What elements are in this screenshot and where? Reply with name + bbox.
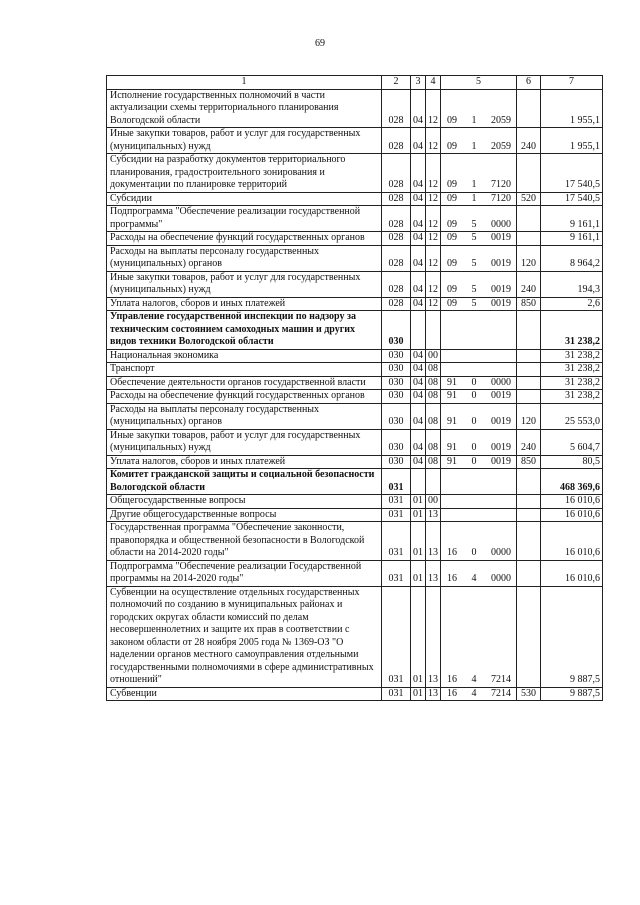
cell-target-article — [441, 376, 517, 390]
cell-target-article — [441, 206, 517, 232]
cell-grbs: 030 — [382, 311, 411, 350]
cell-amount: 16 010,6 — [541, 508, 603, 522]
table-header-row — [107, 76, 603, 90]
column-header: 3 — [411, 76, 426, 90]
cell-amount: 31 238,2 — [541, 349, 603, 363]
cell-subsection: 13 — [426, 586, 441, 687]
cell-grbs: 031 — [382, 687, 411, 701]
table-row — [107, 192, 603, 206]
row-name: Субсидии — [107, 192, 382, 206]
cell-section — [411, 469, 426, 495]
cell-grbs: 028 — [382, 297, 411, 311]
cell-grbs: 031 — [382, 522, 411, 561]
cell-amount: 31 238,2 — [541, 390, 603, 404]
cell-target-article — [441, 154, 517, 193]
cell-expense-type: 240 — [517, 429, 541, 455]
row-name: Транспорт — [107, 363, 382, 377]
cell-expense-type: 850 — [517, 455, 541, 469]
cell-expense-type — [517, 376, 541, 390]
column-header: 1 — [107, 76, 382, 90]
target-article-part: 1 — [471, 179, 477, 190]
target-article-part: 09 — [447, 192, 457, 204]
cell-subsection — [426, 311, 441, 350]
cell-section: 04 — [411, 89, 426, 128]
cell-amount: 9 161,1 — [541, 206, 603, 232]
cell-subsection: 12 — [426, 232, 441, 246]
cell-section: 01 — [411, 495, 426, 509]
column-header: 2 — [382, 76, 411, 90]
target-article-part: 91 — [447, 416, 457, 427]
cell-section: 01 — [411, 522, 426, 561]
cell-expense-type — [517, 495, 541, 509]
cell-subsection: 00 — [426, 349, 441, 363]
row-name: Субвенции — [107, 687, 382, 701]
cell-subsection: 12 — [426, 297, 441, 311]
target-article-part: 91 — [447, 376, 457, 388]
cell-amount: 31 238,2 — [541, 311, 603, 350]
table-row — [107, 297, 603, 311]
cell-amount: 31 238,2 — [541, 363, 603, 377]
cell-section: 04 — [411, 206, 426, 232]
cell-expense-type — [517, 522, 541, 561]
row-name: Расходы на обеспечение функций государственных органов — [107, 232, 382, 246]
cell-subsection: 12 — [426, 89, 441, 128]
target-article-part: 4 — [471, 674, 477, 685]
cell-grbs: 031 — [382, 560, 411, 586]
cell-target-article — [441, 245, 517, 271]
cell-subsection: 12 — [426, 128, 441, 154]
cell-expense-type: 850 — [517, 297, 541, 311]
target-article-part: 0 — [471, 390, 477, 401]
column-header: 6 — [517, 76, 541, 90]
cell-subsection: 08 — [426, 363, 441, 377]
cell-expense-type: 120 — [517, 245, 541, 271]
cell-grbs: 028 — [382, 192, 411, 206]
cell-amount: 16 010,6 — [541, 560, 603, 586]
cell-expense-type: 240 — [517, 271, 541, 297]
row-name: Уплата налогов, сборов и иных платежей — [107, 455, 382, 469]
target-article-part: 0019 — [491, 284, 511, 295]
cell-grbs: 030 — [382, 429, 411, 455]
row-name: Подпрограмма "Обеспечение реализации Государственной программы на 2014-2020 годы" — [107, 560, 382, 586]
target-article-part: 5 — [471, 297, 477, 309]
cell-amount: 2,6 — [541, 297, 603, 311]
row-name: Уплата налогов, сборов и иных платежей — [107, 297, 382, 311]
cell-subsection: 08 — [426, 403, 441, 429]
row-name: Иные закупки товаров, работ и услуг для государственных (муниципальных) нужд — [107, 128, 382, 154]
table-row — [107, 245, 603, 271]
cell-section: 01 — [411, 560, 426, 586]
table-row — [107, 429, 603, 455]
target-article-part: 09 — [447, 179, 457, 190]
cell-expense-type: 520 — [517, 192, 541, 206]
target-article-part: 5 — [471, 284, 477, 295]
target-article-part: 0 — [471, 455, 477, 467]
cell-grbs: 031 — [382, 469, 411, 495]
cell-subsection: 12 — [426, 245, 441, 271]
cell-grbs: 031 — [382, 508, 411, 522]
table-row — [107, 154, 603, 193]
table-row — [107, 455, 603, 469]
target-article-part: 91 — [447, 455, 457, 467]
cell-subsection: 00 — [426, 495, 441, 509]
cell-subsection: 12 — [426, 271, 441, 297]
target-article-part: 0019 — [491, 258, 511, 269]
cell-expense-type — [517, 349, 541, 363]
cell-amount: 17 540,5 — [541, 192, 603, 206]
cell-amount: 1 955,1 — [541, 89, 603, 128]
cell-target-article — [441, 508, 517, 522]
cell-section: 04 — [411, 154, 426, 193]
column-header: 7 — [541, 76, 603, 90]
target-article-part: 4 — [471, 687, 477, 699]
target-article-part: 0019 — [491, 442, 511, 453]
cell-grbs: 028 — [382, 232, 411, 246]
cell-section: 04 — [411, 349, 426, 363]
target-article-part: 4 — [471, 573, 477, 584]
cell-target-article — [441, 232, 517, 246]
row-name: Обеспечение деятельности органов государственной власти — [107, 376, 382, 390]
cell-grbs: 030 — [382, 390, 411, 404]
row-name: Национальная экономика — [107, 349, 382, 363]
cell-section: 04 — [411, 232, 426, 246]
cell-section: 04 — [411, 363, 426, 377]
cell-expense-type: 530 — [517, 687, 541, 701]
cell-target-article — [441, 363, 517, 377]
table-row — [107, 390, 603, 404]
target-article-part: 2059 — [491, 140, 511, 152]
cell-target-article — [441, 560, 517, 586]
table-row — [107, 687, 603, 701]
table-row — [107, 349, 603, 363]
cell-section: 04 — [411, 245, 426, 271]
cell-target-article — [441, 429, 517, 455]
cell-subsection: 13 — [426, 508, 441, 522]
target-article-part: 0000 — [491, 547, 511, 558]
target-article-part: 09 — [447, 258, 457, 269]
cell-expense-type: 120 — [517, 403, 541, 429]
target-article-part: 2059 — [491, 114, 511, 126]
cell-grbs: 028 — [382, 89, 411, 128]
cell-target-article — [441, 495, 517, 509]
row-name: Исполнение государственных полномочий в части актуализации схемы территориального планирования Вологодской области — [107, 89, 382, 128]
target-article-part: 0000 — [491, 376, 511, 388]
target-article-part: 16 — [447, 547, 457, 558]
row-name: Субвенции на осуществление отдельных государственных полномочий по созданию в муниципальных районах и городских округах области комиссий по делам несовершеннолетних и защите их прав в соответствии с законом области от 28 ноября 2005 года № 1369-ОЗ "О наделении органов местного самоуправления отдельными государственными полномочиями в сфере административных отношений" — [107, 586, 382, 687]
table-row — [107, 508, 603, 522]
page-number: 69 — [315, 38, 325, 49]
cell-target-article — [441, 469, 517, 495]
budget-table — [106, 75, 603, 701]
cell-target-article — [441, 192, 517, 206]
table-row — [107, 206, 603, 232]
target-article-part: 7214 — [491, 674, 511, 685]
cell-grbs: 028 — [382, 245, 411, 271]
cell-target-article — [441, 297, 517, 311]
cell-expense-type — [517, 390, 541, 404]
cell-target-article — [441, 403, 517, 429]
cell-target-article — [441, 89, 517, 128]
target-article-part: 09 — [447, 114, 457, 126]
cell-amount: 16 010,6 — [541, 495, 603, 509]
target-article-part: 0 — [471, 442, 477, 453]
cell-section — [411, 311, 426, 350]
target-article-part: 09 — [447, 232, 457, 243]
cell-target-article — [441, 271, 517, 297]
cell-expense-type: 240 — [517, 128, 541, 154]
target-article-part: 16 — [447, 687, 457, 699]
table-row — [107, 376, 603, 390]
cell-expense-type — [517, 560, 541, 586]
target-article-part: 1 — [471, 192, 477, 204]
cell-grbs: 030 — [382, 455, 411, 469]
target-article-part: 5 — [471, 258, 477, 269]
target-article-part: 0 — [471, 376, 477, 388]
cell-expense-type — [517, 508, 541, 522]
target-article-part: 0000 — [491, 573, 511, 584]
cell-grbs: 030 — [382, 349, 411, 363]
target-article-part: 09 — [447, 284, 457, 295]
target-article-part: 7120 — [491, 179, 511, 190]
cell-amount: 16 010,6 — [541, 522, 603, 561]
table-body — [107, 76, 603, 701]
cell-expense-type — [517, 586, 541, 687]
target-article-part: 09 — [447, 140, 457, 152]
cell-amount: 31 238,2 — [541, 376, 603, 390]
cell-subsection: 08 — [426, 376, 441, 390]
target-article-part: 16 — [447, 674, 457, 685]
cell-target-article — [441, 311, 517, 350]
cell-section: 04 — [411, 403, 426, 429]
cell-amount: 8 964,2 — [541, 245, 603, 271]
row-name: Государственная программа "Обеспечение законности, правопорядка и общественной безопасности в Вологодской области на 2014-2020 годы" — [107, 522, 382, 561]
cell-section: 01 — [411, 586, 426, 687]
cell-target-article — [441, 128, 517, 154]
target-article-part: 0 — [471, 547, 477, 558]
table-row — [107, 495, 603, 509]
column-header: 5 — [441, 76, 517, 90]
target-article-part: 5 — [471, 232, 477, 243]
cell-subsection: 12 — [426, 206, 441, 232]
cell-amount: 25 553,0 — [541, 403, 603, 429]
table-row — [107, 89, 603, 128]
target-article-part: 91 — [447, 390, 457, 401]
cell-target-article — [441, 586, 517, 687]
target-article-part: 09 — [447, 297, 457, 309]
cell-section: 04 — [411, 271, 426, 297]
cell-expense-type — [517, 89, 541, 128]
cell-grbs: 028 — [382, 206, 411, 232]
table-row — [107, 586, 603, 687]
cell-subsection: 12 — [426, 192, 441, 206]
cell-section: 01 — [411, 687, 426, 701]
target-article-part: 0019 — [491, 297, 511, 309]
row-name: Подпрограмма "Обеспечение реализации государственной программы" — [107, 206, 382, 232]
cell-amount: 194,3 — [541, 271, 603, 297]
table-row — [107, 271, 603, 297]
cell-section: 04 — [411, 192, 426, 206]
row-name: Иные закупки товаров, работ и услуг для государственных (муниципальных) нужд — [107, 271, 382, 297]
cell-amount: 9 887,5 — [541, 586, 603, 687]
table-row — [107, 403, 603, 429]
cell-amount: 1 955,1 — [541, 128, 603, 154]
cell-subsection — [426, 469, 441, 495]
target-article-part: 0 — [471, 416, 477, 427]
target-article-part: 0000 — [491, 218, 511, 230]
row-name: Комитет гражданской защиты и социальной безопасности Вологодской области — [107, 469, 382, 495]
cell-subsection: 08 — [426, 390, 441, 404]
cell-expense-type — [517, 154, 541, 193]
table-row — [107, 469, 603, 495]
row-name: Субсидии на разработку документов территориального планирования, градостроительного зонирования и документации по планировке территорий — [107, 154, 382, 193]
cell-section: 04 — [411, 390, 426, 404]
table-row — [107, 311, 603, 350]
table-row — [107, 522, 603, 561]
target-article-part: 7214 — [491, 687, 511, 699]
cell-subsection: 12 — [426, 154, 441, 193]
cell-section: 04 — [411, 128, 426, 154]
row-name: Общегосударственные вопросы — [107, 495, 382, 509]
target-article-part: 1 — [471, 114, 477, 126]
cell-expense-type — [517, 311, 541, 350]
cell-target-article — [441, 522, 517, 561]
cell-grbs: 030 — [382, 363, 411, 377]
cell-subsection: 13 — [426, 560, 441, 586]
cell-amount: 468 369,6 — [541, 469, 603, 495]
cell-target-article — [441, 349, 517, 363]
cell-subsection: 13 — [426, 687, 441, 701]
target-article-part: 0019 — [491, 416, 511, 427]
target-article-part: 0019 — [491, 232, 511, 243]
cell-amount: 5 604,7 — [541, 429, 603, 455]
column-header: 4 — [426, 76, 441, 90]
cell-grbs: 030 — [382, 403, 411, 429]
table-row — [107, 363, 603, 377]
cell-subsection: 08 — [426, 455, 441, 469]
target-article-part: 0019 — [491, 455, 511, 467]
target-article-part: 5 — [471, 218, 477, 230]
cell-expense-type — [517, 363, 541, 377]
cell-grbs: 028 — [382, 154, 411, 193]
target-article-part: 1 — [471, 140, 477, 152]
row-name: Расходы на выплаты персоналу государственных (муниципальных) органов — [107, 403, 382, 429]
cell-section: 04 — [411, 297, 426, 311]
cell-section: 04 — [411, 455, 426, 469]
cell-grbs: 028 — [382, 271, 411, 297]
cell-amount: 9 887,5 — [541, 687, 603, 701]
cell-grbs: 028 — [382, 128, 411, 154]
cell-section: 04 — [411, 376, 426, 390]
table-row — [107, 560, 603, 586]
cell-grbs: 031 — [382, 495, 411, 509]
row-name: Расходы на выплаты персоналу государственных (муниципальных) органов — [107, 245, 382, 271]
table-row — [107, 232, 603, 246]
cell-subsection: 08 — [426, 429, 441, 455]
cell-expense-type — [517, 232, 541, 246]
cell-expense-type — [517, 206, 541, 232]
row-name: Иные закупки товаров, работ и услуг для государственных (муниципальных) нужд — [107, 429, 382, 455]
target-article-part: 09 — [447, 218, 457, 230]
target-article-part: 91 — [447, 442, 457, 453]
cell-section: 01 — [411, 508, 426, 522]
cell-subsection: 13 — [426, 522, 441, 561]
cell-section: 04 — [411, 429, 426, 455]
cell-amount: 9 161,1 — [541, 232, 603, 246]
target-article-part: 0019 — [491, 390, 511, 401]
cell-target-article — [441, 390, 517, 404]
table-row — [107, 128, 603, 154]
target-article-part: 16 — [447, 573, 457, 584]
cell-amount: 17 540,5 — [541, 154, 603, 193]
cell-target-article — [441, 455, 517, 469]
target-article-part: 7120 — [491, 192, 511, 204]
cell-target-article — [441, 687, 517, 701]
cell-amount: 80,5 — [541, 455, 603, 469]
row-name: Управление государственной инспекции по надзору за техническим состоянием самоходных машин и других видов техники Вологодской области — [107, 311, 382, 350]
row-name: Другие общегосударственные вопросы — [107, 508, 382, 522]
cell-expense-type — [517, 469, 541, 495]
cell-grbs: 031 — [382, 586, 411, 687]
cell-grbs: 030 — [382, 376, 411, 390]
row-name: Расходы на обеспечение функций государственных органов — [107, 390, 382, 404]
